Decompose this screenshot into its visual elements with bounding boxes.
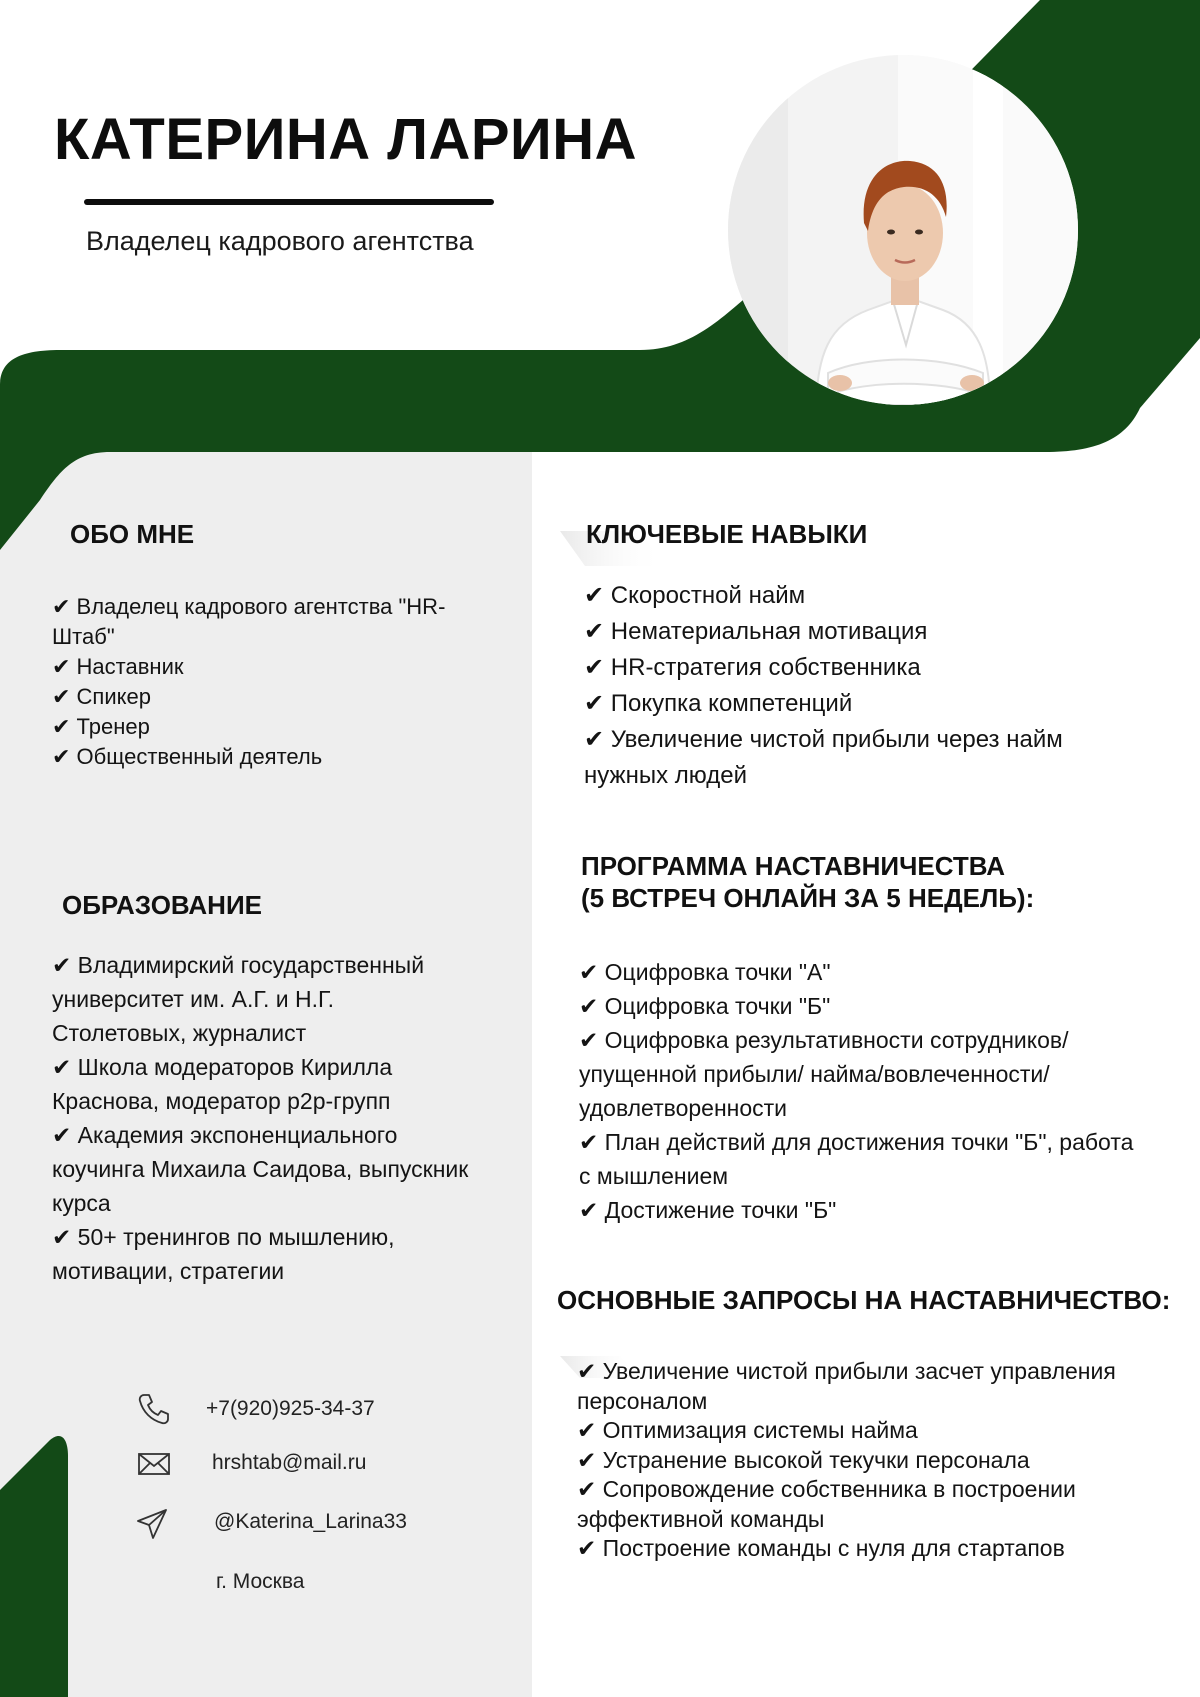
list-item: ✔ Оцифровка точки "Б" bbox=[579, 993, 831, 1019]
list-item: ✔ Спикер bbox=[52, 684, 151, 709]
education-heading: ОБРАЗОВАНИЕ bbox=[62, 890, 262, 920]
name-underline bbox=[84, 199, 494, 205]
list-item: ✔ Построение команды с нуля для стартапов bbox=[577, 1535, 1065, 1561]
list-item: ✔ Достижение точки "Б" bbox=[579, 1197, 837, 1223]
phone-icon bbox=[136, 1391, 172, 1427]
telegram-handle: @Katerina_Larina33 bbox=[214, 1510, 407, 1533]
paper-plane-icon bbox=[134, 1506, 170, 1542]
list-item: ✔ HR-стратегия собственника bbox=[584, 654, 921, 681]
list-item: ✔ Академия экспоненциального коучинга Михаила Саидова, выпускник курса bbox=[52, 1122, 469, 1216]
list-item: ✔ Владелец кадрового агентства "HR-Штаб" bbox=[52, 594, 446, 649]
person-name: КАТЕРИНА ЛАРИНА bbox=[54, 107, 637, 172]
email-address: hrshtab@mail.ru bbox=[212, 1451, 367, 1474]
skills-list bbox=[584, 578, 1124, 794]
list-item: ✔ Оптимизация системы найма bbox=[577, 1417, 918, 1443]
skills-heading: КЛЮЧЕВЫЕ НАВЫКИ bbox=[586, 519, 868, 549]
about-heading: ОБО МНЕ bbox=[70, 519, 195, 549]
program-heading bbox=[581, 850, 1034, 914]
requests-heading: ОСНОВНЫЕ ЗАПРОСЫ НА НАСТАВНИЧЕСТВО: bbox=[557, 1285, 1171, 1315]
list-item: ✔ Увеличение чистой прибыли засчет управления персоналом bbox=[577, 1358, 1116, 1414]
list-item: ✔ Оцифровка результативности сотрудников/ упущенной прибыли/ найма/вовлеченности/ удовлетворенности bbox=[579, 1027, 1069, 1121]
list-item: ✔ Покупка компетенций bbox=[584, 690, 853, 717]
list-item: ✔ 50+ тренингов по мышлению, мотивации, стратегии bbox=[52, 1224, 395, 1284]
list-item: ✔ Общественный деятель bbox=[52, 744, 323, 769]
phone-number: +7(920)925-34-37 bbox=[206, 1397, 375, 1420]
envelope-icon bbox=[136, 1446, 172, 1482]
portrait-illustration bbox=[728, 55, 1078, 405]
list-item: ✔ Нематериальная мотивация bbox=[584, 618, 928, 645]
city: г. Москва bbox=[216, 1570, 305, 1593]
list-item: ✔ Школа модераторов Кирилла Краснова, модератор p2p-групп bbox=[52, 1054, 393, 1114]
list-item: ✔ Устранение высокой текучки персонала bbox=[577, 1446, 1030, 1473]
requests-list bbox=[577, 1357, 1137, 1564]
list-item: ✔ Оцифровка точки "А" bbox=[579, 959, 831, 985]
program-heading-line-1: ПРОГРАММА НАСТАВНИЧЕСТВА bbox=[581, 851, 1005, 881]
education-list bbox=[52, 948, 472, 1288]
program-list bbox=[579, 955, 1139, 1227]
list-item: ✔ Владимирский государственный университет им. А.Г. и Н.Г. Столетовых, журналист bbox=[52, 952, 425, 1046]
list-item: ✔ Увеличение чистой прибыли через найм нужных людей bbox=[584, 726, 1063, 789]
job-title: Владелец кадрового агентства bbox=[86, 226, 474, 256]
list-item: ✔ Скоростной найм bbox=[584, 582, 806, 609]
about-list bbox=[52, 592, 482, 772]
program-heading-line-2: (5 ВСТРЕЧ ОНЛАЙН ЗА 5 НЕДЕЛЬ): bbox=[581, 883, 1035, 913]
list-item: ✔ Тренер bbox=[52, 714, 150, 739]
profile-photo bbox=[728, 55, 1078, 405]
list-item: ✔ Наставник bbox=[52, 654, 184, 679]
list-item: ✔ Сопровождение собственника в построении эффективной команды bbox=[577, 1476, 1076, 1532]
list-item: ✔ План действий для достижения точки "Б", работа с мышлением bbox=[579, 1129, 1134, 1189]
